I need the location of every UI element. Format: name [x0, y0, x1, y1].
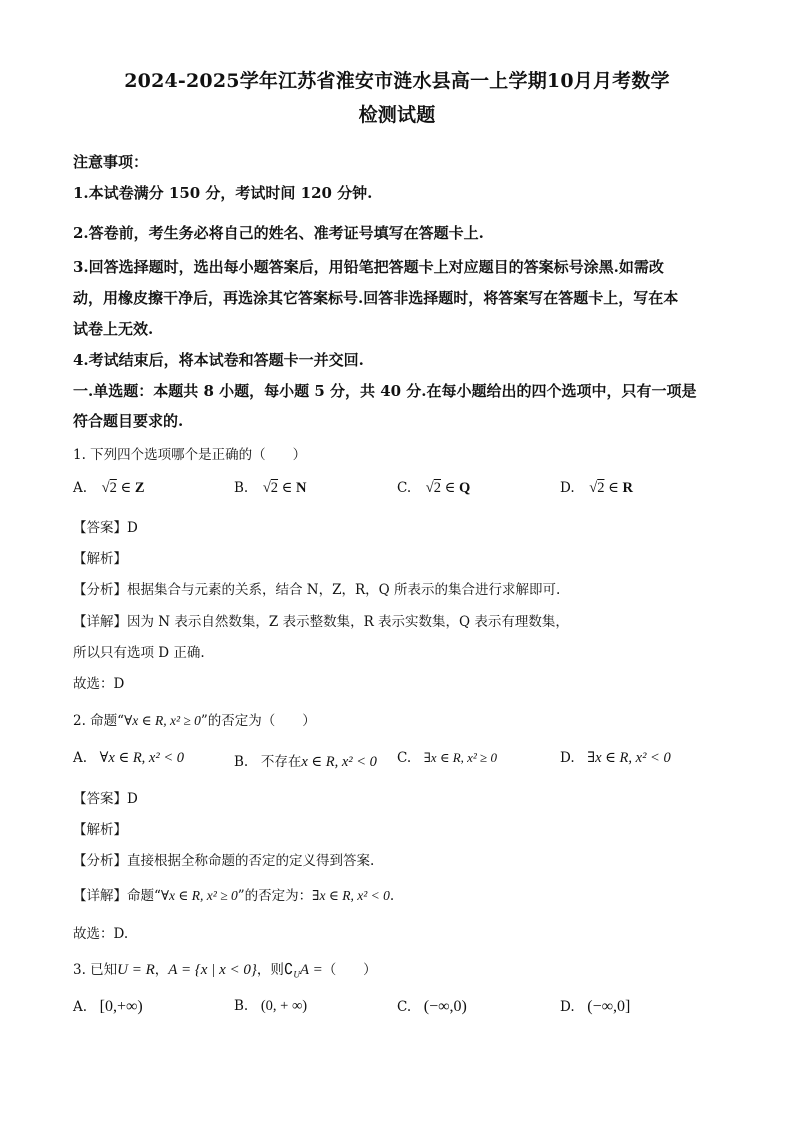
notice-item-3-line2: 动，用橡皮擦干净后，再选涂其它答案标号.回答非选择题时，将答案写在答题卡上，写在本 — [73, 289, 679, 307]
q1-stem: 1. 下列四个选项哪个是正确的（ ） — [73, 447, 307, 463]
q3-complement-sub: U — [293, 969, 300, 980]
doc-title-line2: 检测试题 — [358, 104, 436, 126]
q3-stem-prefix: 3. 已知 — [73, 962, 118, 978]
q3-stem-suffix: （ ） — [322, 962, 377, 978]
notice-item-1: 1.本试卷满分 150 分，考试时间 120 分钟. — [73, 184, 373, 202]
q1-xiangjie-text: 因为 N 表示自然数集，Z 表示整数集，R 表示实数集，Q 表示有理数集， — [127, 614, 569, 630]
q1-option-label: C. — [397, 480, 412, 496]
q1-xiangjie-tag: 【详解】 — [73, 614, 127, 630]
q3-option-label: A. — [73, 999, 88, 1015]
q2-analysis-tag: 【解析】 — [73, 822, 127, 838]
q3-option-d — [560, 998, 630, 1016]
q1-option-set: Q — [458, 480, 471, 496]
q2-stem-suffix: ”的否定为（ ） — [200, 713, 316, 729]
q1-conclusion: 所以只有选项 D 正确. — [73, 645, 205, 661]
q2-xiangjie-text1: 命题“ — [127, 888, 161, 904]
q1-fenxi-text: 根据集合与元素的关系，结合 N，Z，R，Q 所表示的集合进行求解即可. — [127, 582, 561, 598]
q2-option-label: B. — [234, 754, 249, 770]
q2-stem — [73, 709, 316, 729]
q1-analysis-tag: 【解析】 — [73, 551, 127, 567]
q2-xiangjie-end: . — [389, 888, 395, 904]
doc-title-line1: 2024-2025学年江苏省淮安市涟水县高一上学期10月月考数学 — [124, 70, 670, 92]
q2-option-prefix: 不存在 — [260, 754, 302, 770]
q3-option-label: C. — [397, 999, 412, 1015]
q3-stem-sep: ， — [154, 962, 169, 978]
q3-option-a — [73, 998, 143, 1016]
q1-fenxi — [73, 578, 560, 598]
q2-xiangjie-math1: ∀x ∈ R, x² ≥ 0 — [160, 888, 238, 903]
q1-option-c: C. √2 ∈ Q — [397, 480, 471, 496]
q1-option-a: A. √2 ∈ Z — [73, 480, 145, 496]
q1-choose: 故选：D — [73, 676, 125, 692]
q3-option-b — [234, 998, 307, 1015]
q3-stem — [73, 958, 377, 980]
q1-option-set: Z — [134, 480, 145, 496]
q2-stem-math: ∀x ∈ R, x² ≥ 0 — [124, 713, 201, 728]
section1-line2: 符合题目要求的. — [73, 412, 184, 430]
q2-xiangjie-text2: ”的否定为： — [237, 888, 313, 904]
q2-option-c — [397, 750, 497, 766]
q3-stem-math2: A = {x | x < 0} — [168, 962, 257, 978]
q2-fenxi-tag: 【分析】 — [73, 853, 127, 869]
q2-option-text: x ∈ R, x² < 0 — [301, 754, 377, 770]
q1-xiangjie — [73, 610, 569, 630]
q3-option-text: (−∞,0] — [587, 998, 631, 1015]
q1-option-set: N — [296, 480, 307, 496]
notice-heading: 注意事项： — [73, 153, 149, 171]
q3-option-label: B. — [234, 998, 249, 1014]
q2-option-a — [73, 750, 184, 767]
section1-line1: 一.单选题：本题共 8 小题，每小题 5 分，共 40 分.在每小题给出的四个选项中，只有一项是 — [73, 382, 697, 400]
q2-option-text: ∀x ∈ R, x² < 0 — [99, 750, 185, 766]
q3-stem-math1: U = R — [117, 962, 155, 978]
q1-fenxi-tag: 【分析】 — [73, 582, 127, 598]
q2-option-label: C. — [397, 750, 412, 766]
q3-option-text: (0, + ∞) — [260, 998, 308, 1014]
q3-option-label: D. — [560, 999, 575, 1015]
q2-option-text: ∃x ∈ R, x² < 0 — [587, 750, 671, 766]
q3-complement-symbol: ∁ — [283, 962, 294, 978]
q1-option-label: D. — [560, 480, 575, 496]
q2-answer: 【答案】D — [73, 791, 138, 807]
q3-stem-mid: ，则 — [256, 962, 284, 978]
q2-fenxi-text: 直接根据全称命题的否定的定义得到答案. — [127, 853, 375, 869]
q3-option-c — [397, 998, 467, 1016]
q2-xiangjie-tag: 【详解】 — [73, 888, 127, 904]
q1-option-set: R — [622, 480, 633, 496]
q3-option-text: (−∞,0) — [423, 998, 467, 1015]
q3-option-text: [0,+∞) — [99, 998, 143, 1015]
q3-stem-math4: A = — [299, 962, 323, 978]
q2-xiangjie — [73, 884, 394, 904]
notice-item-3-line3: 试卷上无效. — [73, 320, 154, 338]
q2-xiangjie-math2: ∃x ∈ R, x² < 0 — [312, 888, 390, 903]
q2-choose: 故选：D. — [73, 926, 129, 942]
q2-option-label: D. — [560, 750, 575, 766]
q2-option-text: ∃x ∈ R, x² ≥ 0 — [423, 750, 497, 765]
q2-stem-prefix: 2. 命题“ — [73, 713, 125, 729]
notice-item-2: 2.答卷前，考生务必将自己的姓名、准考证号填写在答题卡上. — [73, 224, 484, 242]
q1-option-d: D. √2 ∈ R — [560, 480, 633, 496]
notice-item-3-line1: 3.回答选择题时，选出每小题答案后，用铅笔把答题卡上对应题目的答案标号涂黑.如需改 — [73, 258, 664, 276]
q1-option-b: B. √2 ∈ N — [234, 480, 307, 496]
q1-option-label: B. — [234, 480, 249, 496]
q2-option-d — [560, 750, 671, 767]
q2-option-b — [234, 750, 377, 771]
q2-option-label: A. — [73, 750, 88, 766]
q2-fenxi — [73, 849, 374, 869]
notice-item-4: 4.考试结束后，将本试卷和答题卡一并交回. — [73, 351, 364, 369]
q1-answer: 【答案】D — [73, 520, 138, 536]
q1-option-label: A. — [73, 480, 88, 496]
